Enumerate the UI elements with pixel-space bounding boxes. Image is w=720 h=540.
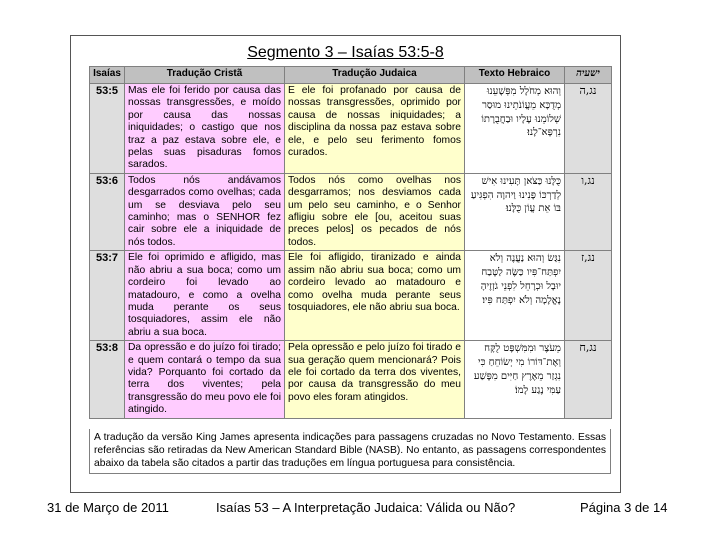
footer-page-number: Página 3 de 14 xyxy=(580,500,668,515)
verse-ref: 53:6 xyxy=(90,173,125,250)
header-isaiah-hebrew: ישעיה xyxy=(565,67,612,84)
verse-ref-hebrew: נג,ח xyxy=(565,341,612,418)
hebrew-text: נִגַּשׂ וְהוּא נַעֲנֶה וְלֹא יִפְתַּח־פִּיו כַּשֶּׂה לַטֶּבַח יוּבָל וּכְרָחֵל לִפְנֵי גֹזְזֶיהָ נֶאֱלָמָה וְלֹא יִפְתַּח פִּיו׃ xyxy=(465,251,565,341)
table-header-row xyxy=(90,67,612,84)
jewish-translation: E ele foi profanado por causa de nossas transgressões, oprimido por causa de nossas iniquidades; a disciplina da nossa paz estava sobre ele, e pelo seu ferimento fomos curados. xyxy=(285,84,465,174)
footnote-text: A tradução da versão King James apresenta indicações para passagens cruzadas no Novo Testamento. Essas referências são retiradas da New American Standard Bible (NASB). No entanto, as passagens correspondentes abaixo da tabela são citados a partir das traduções em língua portuguesa para consistência. xyxy=(89,429,611,474)
christian-translation: Ele foi oprimido e afligido, mas não abriu a sua boca; como um cordeiro foi levado ao matadouro, e como a ovelha muda perante os seus tosquiadores, assim ele não abriu a sua boca. xyxy=(125,251,285,341)
jewish-translation: Pela opressão e pelo juízo foi tirado e sua geração quem mencionará? Pois ele foi cortado da terra dos viventes, por causa da transgressão do meu povo eles foram atingidos. xyxy=(285,341,465,418)
footer-presentation-title: Isaías 53 – A Interpretação Judaica: Válida ou Não? xyxy=(216,500,516,515)
hebrew-text: מֵעֹצֶר וּמִמִּשְׁפָּט לֻקָּח וְאֶת־דּוֹרוֹ מִי יְשׂוֹחֵחַ כִּי נִגְזַר מֵאֶרֶץ חַיִּים מִפֶּשַׁע עַמִּי נֶגַע לָמוֹ׃ xyxy=(465,341,565,418)
header-isaias: Isaías xyxy=(90,67,125,84)
verse-ref-hebrew: נג,ו xyxy=(565,173,612,250)
translation-table xyxy=(89,66,612,419)
verse-ref: 53:5 xyxy=(90,84,125,174)
table-row xyxy=(90,251,612,341)
table-row xyxy=(90,341,612,418)
header-judaica: Tradução Judaica xyxy=(285,67,465,84)
footer-date: 31 de Março de 2011 xyxy=(47,500,169,515)
hebrew-text: כֻּלָּנוּ כַּצֹּאן תָּעִינוּ אִישׁ לְדַרְכּוֹ פָּנִינוּ וַיהוָה הִפְגִּיעַ בּוֹ אֵת עֲוֹן כֻּלָּנוּ׃ xyxy=(465,173,565,250)
verse-ref-hebrew: נג,ה xyxy=(565,84,612,174)
jewish-translation: Todos nós como ovelhas nos desgarramos; nos desviamos cada um pelo seu caminho, e o Senhor afligiu sobre ele [ou, aceitou suas preces pelos] os pecados de nós todos. xyxy=(285,173,465,250)
header-hebraico: Texto Hebraico xyxy=(465,67,565,84)
header-crista: Tradução Cristã xyxy=(125,67,285,84)
slide-frame xyxy=(70,35,621,493)
table-row xyxy=(90,173,612,250)
jewish-translation: Ele foi afligido, tiranizado e ainda assim não abriu sua boca; como um cordeiro levado ao matadouro e como ovelha muda perante seus tosquiadores, ele não abriu sua boca. xyxy=(285,251,465,341)
verse-ref: 53:7 xyxy=(90,251,125,341)
hebrew-text: וְהוּא מְחֹלָל מִפְּשָׁעֵנוּ מְדֻכָּא מֵעֲוֹנֹתֵינוּ מוּסַר שְׁלוֹמֵנוּ עָלָיו וּבַחֲבֻרָתוֹ נִרְפָּא־לָנוּ׃ xyxy=(465,84,565,174)
christian-translation: Todos nós andávamos desgarrados como ovelhas; cada um se desviava pelo seu caminho; mas o SENHOR fez cair sobre ele a iniquidade de nós todos. xyxy=(125,173,285,250)
verse-ref: 53:8 xyxy=(90,341,125,418)
christian-translation: Mas ele foi ferido por causa das nossas transgressões, e moído por causa das nossas iniquidades; o castigo que nos traz a paz estava sobre ele, e pelas suas pisaduras fomos sarados. xyxy=(125,84,285,174)
slide-title: Segmento 3 – Isaías 53:5-8 xyxy=(247,44,444,61)
table-row xyxy=(90,84,612,174)
christian-translation: Da opressão e do juízo foi tirado; e quem contará o tempo da sua vida? Porquanto foi cortado da terra dos viventes; pela transgressão do meu povo ele foi atingido. xyxy=(125,341,285,418)
verse-ref-hebrew: נג,ז xyxy=(565,251,612,341)
